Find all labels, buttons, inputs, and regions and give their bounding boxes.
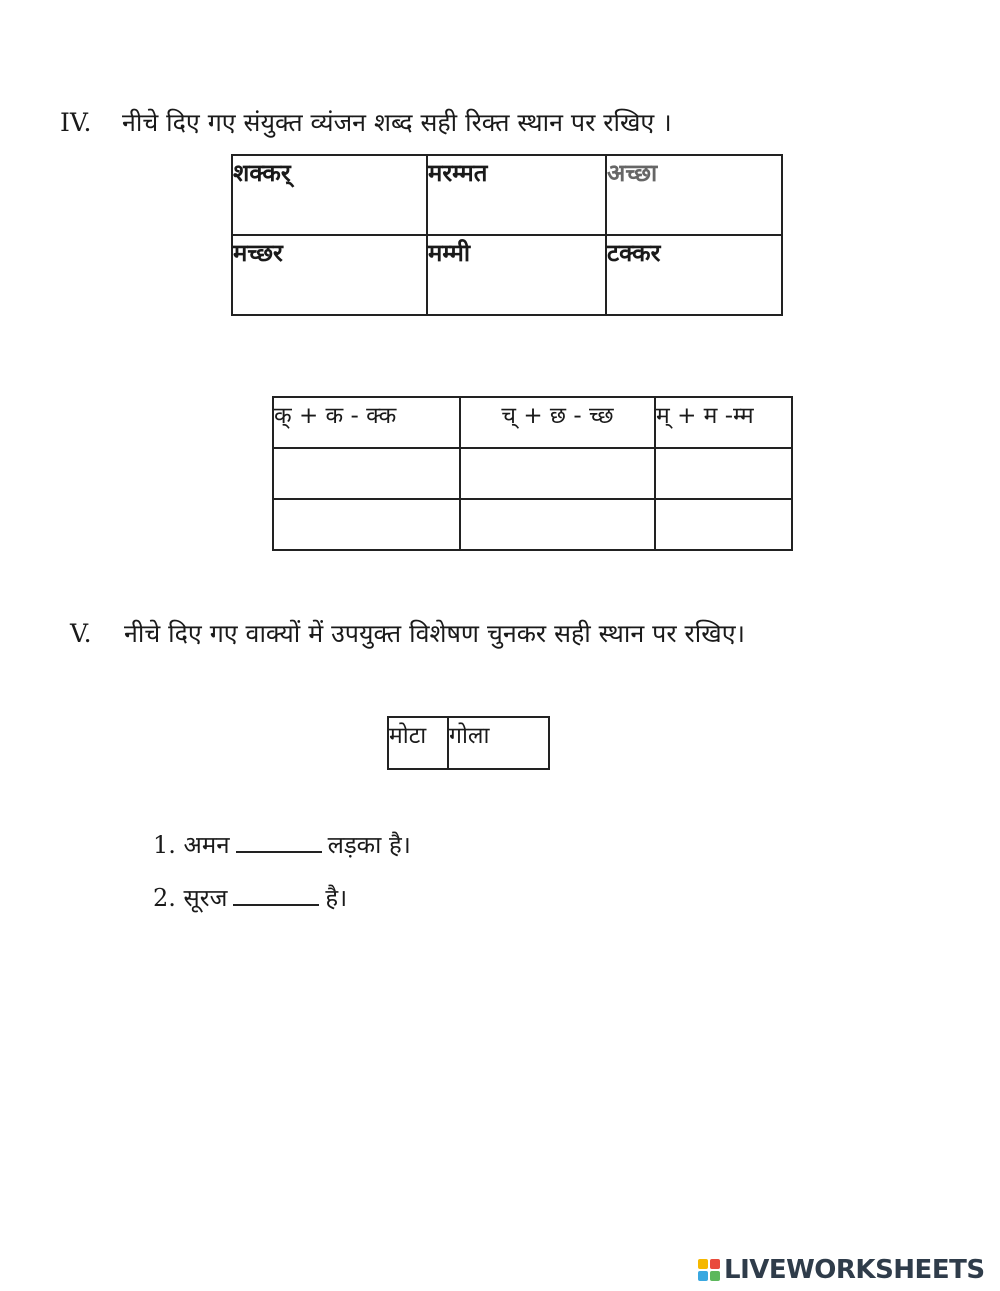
conjunct-header: क् + क - क्क [273, 397, 460, 448]
section-4-instruction: नीचे दिए गए संयुक्त व्यंजन शब्द सही रिक्त स्थान पर रखिए । [122, 108, 672, 137]
sentence-text-after: लड़का है। [327, 831, 411, 859]
table-row [273, 397, 792, 448]
table-row [273, 448, 792, 499]
sentence-2 [153, 881, 347, 914]
section-4-heading [60, 105, 672, 139]
answer-blank[interactable] [236, 829, 322, 853]
answer-drop-cell[interactable] [655, 499, 792, 550]
table-row [273, 499, 792, 550]
table-row [388, 717, 549, 769]
section-4-number: IV. [60, 108, 92, 137]
section-5-number: V. [70, 619, 92, 648]
word-cell[interactable]: मरम्मत [427, 155, 606, 235]
sentence-number: 2. [153, 884, 176, 912]
word-bank-table [231, 154, 783, 316]
table-row [232, 155, 782, 235]
word-cell[interactable]: मम्मी [427, 235, 606, 315]
liveworksheets-logo [698, 1255, 985, 1285]
word-cell[interactable]: अच्छा [606, 155, 782, 235]
answer-drop-cell[interactable] [460, 499, 655, 550]
conjunct-answer-table [272, 396, 793, 551]
answer-drop-cell[interactable] [460, 448, 655, 499]
word-cell[interactable]: शक्कर् [232, 155, 427, 235]
answer-drop-cell[interactable] [273, 448, 460, 499]
sentence-number: 1. [153, 831, 176, 859]
answer-drop-cell[interactable] [273, 499, 460, 550]
sentence-text-after: है। [325, 884, 348, 912]
word-cell[interactable]: टक्कर [606, 235, 782, 315]
section-5-heading [70, 616, 745, 650]
option-word[interactable]: गोला [448, 717, 549, 769]
sentence-1 [153, 828, 411, 861]
adjective-options-table [387, 716, 550, 770]
conjunct-header: म् + म -म्म [655, 397, 792, 448]
table-row [232, 235, 782, 315]
option-word[interactable]: मोटा [388, 717, 448, 769]
section-5-instruction: नीचे दिए गए वाक्यों में उपयुक्त विशेषण चुनकर सही स्थान पर रखिए। [124, 619, 745, 648]
conjunct-header: च् + छ - च्छ [460, 397, 655, 448]
word-cell[interactable]: मच्छर [232, 235, 427, 315]
sentence-text-before: सूरज [183, 884, 228, 912]
brand-name: LIVEWORKSHEETS [724, 1255, 985, 1285]
answer-blank[interactable] [233, 882, 319, 906]
logo-blocks-icon [698, 1259, 720, 1281]
answer-drop-cell[interactable] [655, 448, 792, 499]
sentence-text-before: अमन [183, 831, 230, 859]
